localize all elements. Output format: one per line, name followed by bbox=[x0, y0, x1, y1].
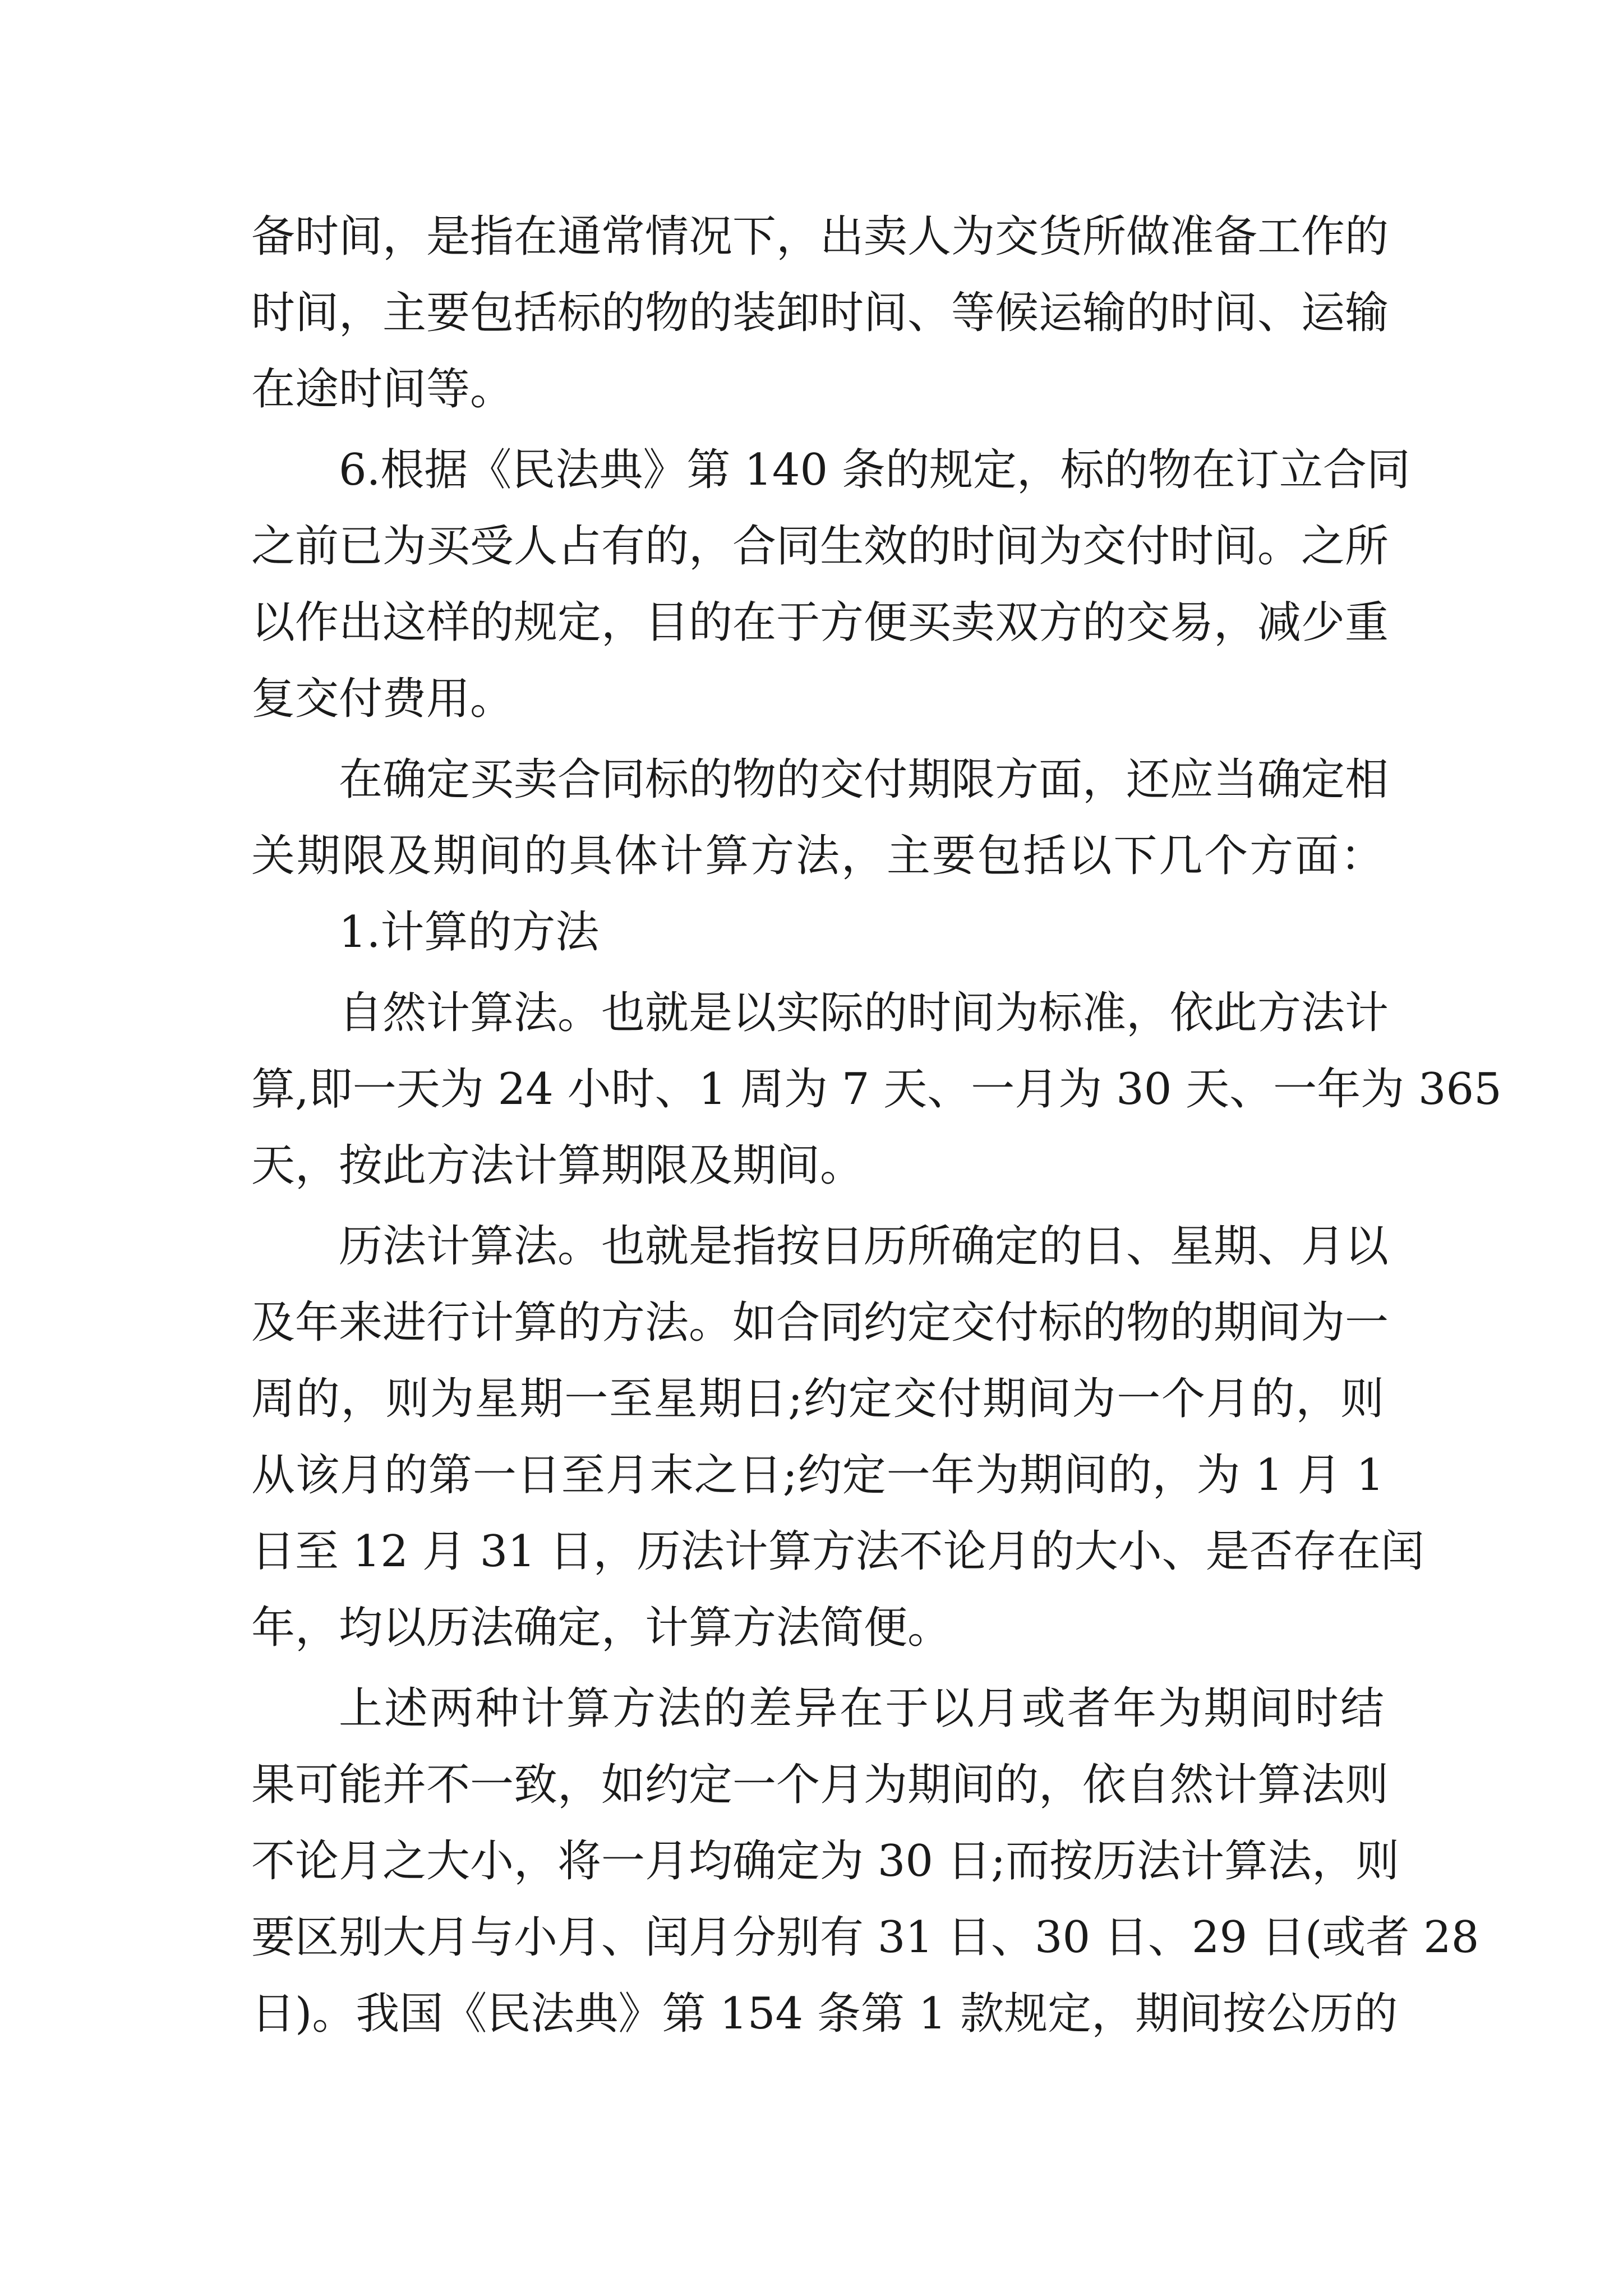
text-line-21: 果可能并不一致，如约定一个月为期间的，依自然计算法则 bbox=[251, 1760, 1389, 1810]
section-heading: 1.计算的方法 bbox=[339, 907, 600, 958]
text-line-23: 要区别大月与小月、闰月分别有 31 日、30 日、29 日(或者 28 bbox=[251, 1912, 1479, 1963]
text-line-3: 在途时间等。 bbox=[251, 364, 514, 415]
text-line-16: 周的，则为星期一至星期日;约定交付期间为一个月的，则 bbox=[251, 1374, 1384, 1424]
text-line-22: 不论月之大小，将一月均确定为 30 日;而按历法计算法，则 bbox=[251, 1836, 1400, 1887]
text-line-24: 日)。我国《民法典》第 154 条第 1 款规定，期间按公历的 bbox=[251, 1989, 1398, 2039]
text-line-12: 算,即一天为 24 小时、1 周为 7 天、一月为 30 天、一年为 365 bbox=[251, 1064, 1502, 1115]
text-line-13: 天，按此方法计算期限及期间。 bbox=[251, 1140, 864, 1191]
text-line-14: 历法计算法。也就是指按日历所确定的日、星期、月以 bbox=[339, 1221, 1389, 1272]
text-line-20: 上述两种计算方法的差异在于以月或者年为期间时结 bbox=[339, 1683, 1384, 1734]
text-line-2: 时间，主要包括标的物的装卸时间、等候运输的时间、运输 bbox=[251, 288, 1389, 338]
text-line-7: 复交付费用。 bbox=[251, 674, 514, 724]
text-line-18: 日至 12 月 31 日，历法计算方法不论月的大小、是否存在闰 bbox=[251, 1526, 1424, 1577]
text-line-19: 年，均以历法确定，计算方法简便。 bbox=[251, 1603, 952, 1653]
text-line-4: 6.根据《民法典》第 140 条的规定，标的物在订立合同 bbox=[339, 445, 1410, 495]
text-line-11: 自然计算法。也就是以实际的时间为标准，依此方法计 bbox=[339, 988, 1389, 1038]
text-line-17: 从该月的第一日至月末之日;约定一年为期间的，为 1 月 1 bbox=[251, 1450, 1384, 1501]
text-line-5: 之前已为买受人占有的，合同生效的时间为交付时间。之所 bbox=[251, 521, 1389, 572]
text-line-1: 备时间，是指在通常情况下，出卖人为交货所做准备工作的 bbox=[251, 211, 1389, 262]
text-line-8: 在确定买卖合同标的物的交付期限方面，还应当确定相 bbox=[339, 754, 1389, 805]
text-line-6: 以作出这样的规定，目的在于方便买卖双方的交易，减少重 bbox=[251, 597, 1389, 648]
text-line-9: 关期限及期间的具体计算方法，主要包括以下几个方面： bbox=[251, 831, 1384, 881]
text-line-15: 及年来进行计算的方法。如合同约定交付标的物的期间为一 bbox=[251, 1297, 1389, 1348]
